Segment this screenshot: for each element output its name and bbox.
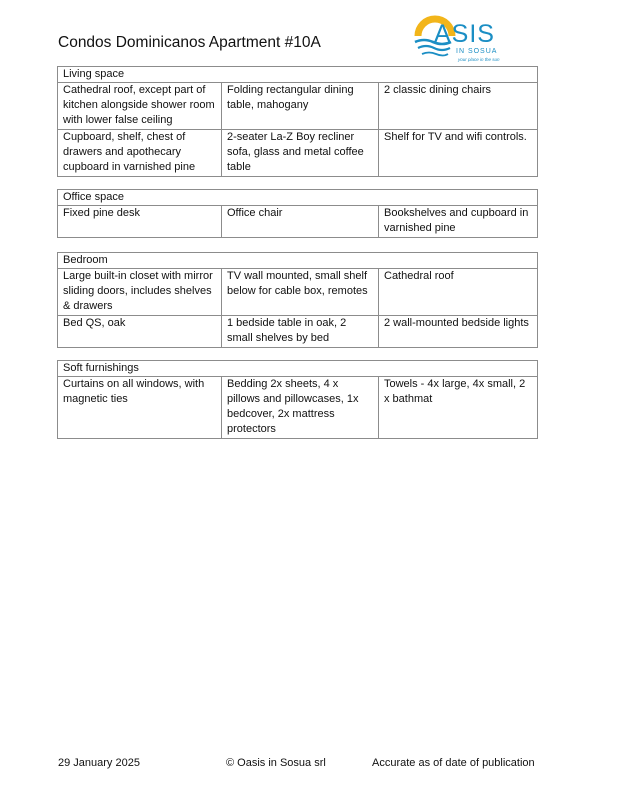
- footer-copyright: © Oasis in Sosua srl: [226, 757, 326, 769]
- table-cell: TV wall mounted, small shelf below for cable box, remotes: [222, 269, 379, 316]
- table-cell: 2-seater La-Z Boy recliner sofa, glass and metal coffee table: [222, 130, 379, 177]
- company-logo: [412, 14, 532, 66]
- table-cell: Cathedral roof: [379, 269, 538, 316]
- table-row: [58, 130, 538, 177]
- table-row: [58, 206, 538, 238]
- table-cell: Large built-in closet with mirror sliding doors, includes shelves & drawers: [58, 269, 222, 316]
- office-space-table: [57, 189, 538, 238]
- soft-furnishings-table: [57, 360, 538, 439]
- logo-subtitle: IN SOSUA: [456, 48, 498, 55]
- table-cell: Bookshelves and cupboard in varnished pine: [379, 206, 538, 238]
- table-cell: Folding rectangular dining table, mahogany: [222, 83, 379, 130]
- table-cell: Fixed pine desk: [58, 206, 222, 238]
- footer-note: Accurate as of date of publication: [372, 757, 535, 769]
- table-cell: Cathedral roof, except part of kitchen alongside shower room with lower false ceiling: [58, 83, 222, 130]
- table-row: [58, 269, 538, 316]
- table-row: [58, 377, 538, 439]
- table-cell: Curtains on all windows, with magnetic ties: [58, 377, 222, 439]
- logo-wordmark: ASIS: [434, 20, 495, 48]
- table-cell: Towels - 4x large, 4x small, 2 x bathmat: [379, 377, 538, 439]
- table-cell: Cupboard, shelf, chest of drawers and apothecary cupboard in varnished pine: [58, 130, 222, 177]
- table-cell: Office chair: [222, 206, 379, 238]
- table-cell: Bedding 2x sheets, 4 x pillows and pillowcases, 1x bedcover, 2x mattress protectors: [222, 377, 379, 439]
- section-title: Bedroom: [58, 253, 538, 269]
- table-cell: Bed QS, oak: [58, 316, 222, 348]
- table-cell: 2 classic dining chairs: [379, 83, 538, 130]
- section-title: Soft furnishings: [58, 361, 538, 377]
- living-space-table: [57, 66, 538, 177]
- table-row: [58, 83, 538, 130]
- bedroom-table: [57, 252, 538, 348]
- footer-date: 29 January 2025: [58, 757, 140, 769]
- table-cell: Shelf for TV and wifi controls.: [379, 130, 538, 177]
- page-title: Condos Dominicanos Apartment #10A: [58, 34, 321, 51]
- section-title: Living space: [58, 67, 538, 83]
- table-cell: 1 bedside table in oak, 2 small shelves by bed: [222, 316, 379, 348]
- logo-tagline: your place in the sun: [458, 57, 500, 62]
- table-row: [58, 316, 538, 348]
- table-cell: 2 wall-mounted bedside lights: [379, 316, 538, 348]
- section-title: Office space: [58, 190, 538, 206]
